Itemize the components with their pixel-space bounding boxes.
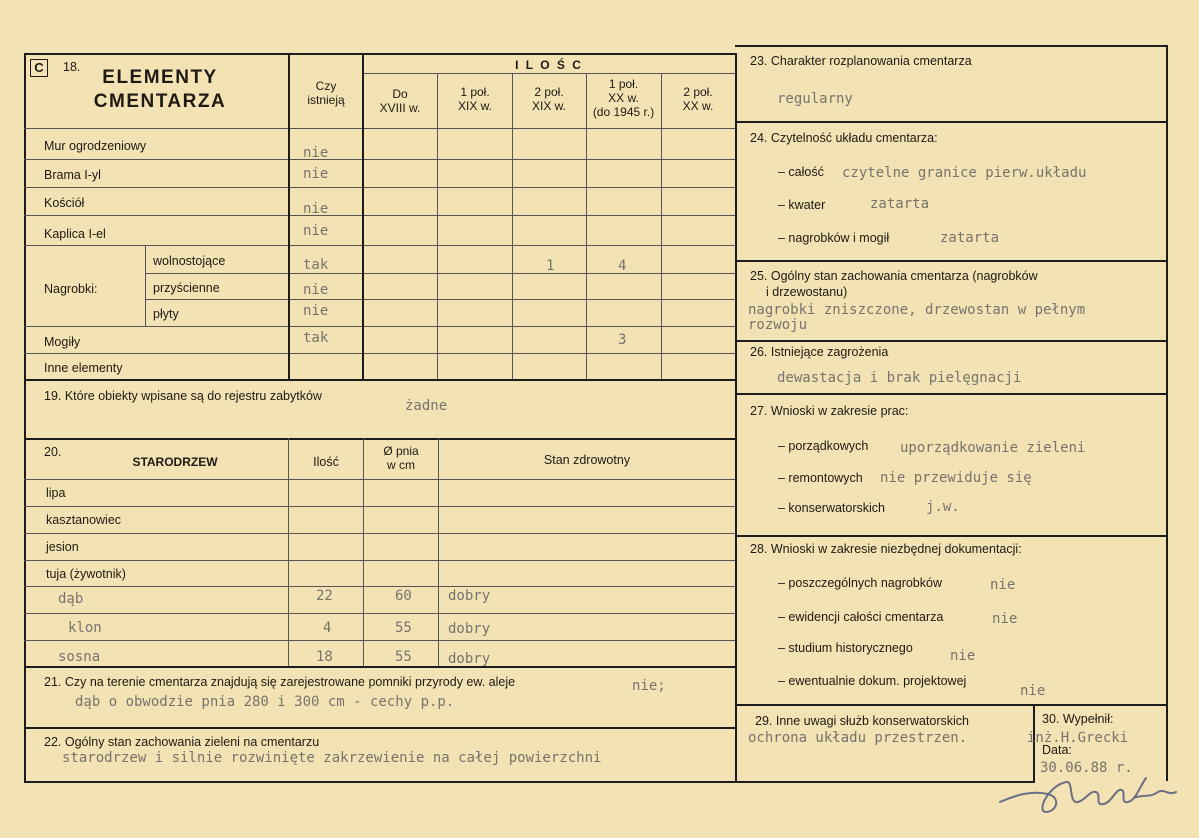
value-chapel-exists: nie bbox=[303, 223, 329, 239]
row-label-slabs: płyty bbox=[153, 307, 179, 321]
q21-label: 21. Czy na terenie cmentarza znajdują się zarejestrowane pomniki przyrody ew. aleje bbox=[44, 675, 516, 689]
value-freestanding-1half-20c: 4 bbox=[618, 258, 627, 274]
value-freestanding-2half-19c: 1 bbox=[546, 258, 555, 274]
tree-name-oak: dąb bbox=[58, 591, 84, 607]
col-header-period-5: 2 poł. XX w. bbox=[682, 85, 714, 113]
value-wall-exists: nie bbox=[303, 145, 329, 161]
q22-value: starodrzew i silnie rozwinięte zakrzewienie na całej powierzchni bbox=[62, 750, 602, 766]
divider-23-24 bbox=[735, 121, 1166, 123]
value-freestanding-exists: tak bbox=[303, 257, 329, 273]
left-frame-top bbox=[24, 53, 735, 55]
q28-tombstones-value: nie bbox=[990, 577, 1016, 593]
q28-design-label: – ewentualnie dokum. projektowej bbox=[778, 674, 967, 688]
col-header-period-3: 2 poł. XIX w. bbox=[531, 85, 566, 113]
right-frame-top bbox=[735, 45, 1168, 47]
grid-line bbox=[145, 299, 735, 300]
q25-value-line-1: nagrobki zniszczone, drzewostan w pełnym bbox=[748, 302, 1086, 318]
col-header-period-2: 1 poł. XIX w. bbox=[457, 85, 492, 113]
q21-note: dąb o obwodzie pnia 280 i 300 cm - cechy p.p. bbox=[75, 694, 455, 710]
row-label-wall: Mur ogrodzeniowy bbox=[44, 139, 147, 153]
trees-col-health: Stan zdrowotny bbox=[543, 453, 631, 467]
tree-health-oak: dobry bbox=[448, 588, 491, 604]
q24-whole-value: czytelne granice pierw.układu bbox=[842, 165, 1087, 181]
divider-28-29 bbox=[735, 704, 1166, 706]
row-label-other: Inne elementy bbox=[44, 361, 123, 375]
value-graves-exists: tak bbox=[303, 330, 329, 346]
grid-line bbox=[24, 586, 735, 587]
q28-tombstones-label: – poszczególnych nagrobków bbox=[778, 576, 942, 590]
col-header-exists: Czy istnieją bbox=[307, 79, 345, 108]
divider-26-27 bbox=[735, 393, 1166, 395]
q24-graves-value: zatarta bbox=[940, 230, 1000, 246]
row-label-freestanding: wolnostojące bbox=[153, 254, 226, 268]
left-frame-left bbox=[24, 53, 26, 781]
tree-label-ash: jesion bbox=[46, 540, 79, 554]
q28-history-label: – studium historycznego bbox=[778, 641, 913, 655]
grid-line bbox=[437, 73, 438, 379]
q23-label: 23. Charakter rozplanowania cmentarza bbox=[750, 54, 972, 68]
q19-label: 19. Które obiekty wpisane są do rejestru zabytków bbox=[44, 389, 322, 403]
grid-line bbox=[661, 73, 662, 379]
q29-label: 29. Inne uwagi służb konserwatorskich bbox=[755, 714, 970, 728]
q30-date-label: Data: bbox=[1042, 743, 1072, 757]
q25-label-line-2: i drzewostanu) bbox=[766, 285, 848, 299]
grid-line bbox=[438, 438, 439, 666]
row-label-chapel: Kaplica I-el bbox=[44, 227, 106, 241]
q29-value: ochrona układu przestrzen. bbox=[748, 730, 968, 746]
q27-repair-label: – remontowych bbox=[778, 471, 863, 485]
q23-value: regularny bbox=[777, 91, 853, 107]
divider-25-26 bbox=[735, 340, 1166, 342]
q28-design-value: nie bbox=[1020, 683, 1046, 699]
grid-line bbox=[24, 533, 735, 534]
left-frame-bottom bbox=[24, 781, 735, 783]
tree-diameter-oak: 60 bbox=[395, 588, 412, 604]
value-slabs-exists: nie bbox=[303, 303, 329, 319]
title-line-1: ELEMENTY bbox=[102, 67, 218, 88]
value-gate-exists: nie bbox=[303, 166, 329, 182]
grid-line bbox=[145, 245, 146, 326]
section-letter-box: C bbox=[30, 59, 48, 77]
tree-diameter-maple: 55 bbox=[395, 620, 412, 636]
q21-answer: nie; bbox=[632, 678, 666, 694]
q28-records-label: – ewidencji całości cmentarza bbox=[778, 610, 944, 624]
tree-name-maple: klon bbox=[68, 620, 102, 636]
value-wall-mounted-exists: nie bbox=[303, 282, 329, 298]
q24-whole-label: – całość bbox=[778, 165, 824, 179]
q27-conservation-value: j.w. bbox=[926, 499, 960, 515]
q27-cleanup-label: – porządkowych bbox=[778, 439, 869, 453]
q30-label: 30. Wypełnił: bbox=[1042, 712, 1114, 726]
row-label-gate: Brama I-yl bbox=[44, 168, 101, 182]
row-label-wall-mounted: przyścienne bbox=[153, 281, 220, 295]
q28-label: 28. Wnioski w zakresie niezbędnej dokumentacji: bbox=[750, 542, 1022, 556]
section-18-title bbox=[70, 66, 250, 114]
quantity-header: I L O Ś C bbox=[515, 58, 583, 72]
tree-diameter-pine: 55 bbox=[395, 649, 412, 665]
q27-conservation-label: – konserwatorskich bbox=[778, 501, 885, 515]
q19-value: żadne bbox=[405, 398, 448, 414]
divider-24-25 bbox=[735, 260, 1166, 262]
grid-line bbox=[24, 326, 735, 327]
tree-label-thuja: tuja (żywotnik) bbox=[46, 567, 126, 581]
title-line-2: CMENTARZA bbox=[93, 90, 227, 112]
value-graves-1half-20c: 3 bbox=[618, 332, 627, 348]
trees-col-count: Ilość bbox=[313, 455, 339, 469]
q30-date: 30.06.88 r. bbox=[1040, 760, 1133, 776]
grid-line bbox=[24, 613, 735, 614]
grid-line bbox=[24, 479, 735, 480]
q22-label: 22. Ogólny stan zachowania zieleni na cmentarzu bbox=[44, 735, 320, 749]
grid-line bbox=[24, 640, 735, 641]
section-18-number: 18. bbox=[63, 60, 81, 74]
section-20-title: STARODRZEW bbox=[132, 455, 218, 469]
grid-line bbox=[24, 215, 735, 216]
grid-line bbox=[24, 245, 735, 246]
col-header-period-4: 1 poł. XX w. (do 1945 r.) bbox=[592, 77, 655, 119]
tree-count-pine: 18 bbox=[316, 649, 333, 665]
tree-label-chestnut: kasztanowiec bbox=[46, 513, 122, 527]
q27-cleanup-value: uporządkowanie zieleni bbox=[900, 440, 1086, 456]
grid-line bbox=[145, 273, 735, 274]
tree-name-pine: sosna bbox=[58, 649, 101, 665]
grid-line bbox=[24, 560, 735, 561]
q26-value: dewastacja i brak pielęgnacji bbox=[777, 370, 1022, 386]
row-label-church: Kościół bbox=[44, 196, 85, 210]
grid-line bbox=[512, 73, 513, 379]
q24-quarters-label: – kwater bbox=[778, 198, 826, 212]
section-21-bottom bbox=[24, 727, 735, 729]
tree-label-linden: lipa bbox=[46, 486, 66, 500]
grid-line bbox=[24, 506, 735, 507]
section-20-bottom bbox=[24, 666, 735, 668]
section-18-bottom bbox=[24, 379, 735, 381]
trees-col-diameter: Ø pnia w cm bbox=[383, 444, 419, 472]
tree-count-maple: 4 bbox=[323, 620, 332, 636]
signature bbox=[990, 768, 1190, 828]
row-label-tombstones: Nagrobki: bbox=[44, 282, 98, 296]
q27-label: 27. Wnioski w zakresie prac: bbox=[750, 404, 909, 418]
divider-27-28 bbox=[735, 535, 1166, 537]
row-label-graves: Mogiły bbox=[44, 335, 81, 349]
grid-line bbox=[24, 128, 735, 129]
right-frame-right bbox=[1166, 45, 1168, 781]
q28-records-value: nie bbox=[992, 611, 1018, 627]
col-header-period-1: Do XVIII w. bbox=[379, 87, 421, 115]
tree-count-oak: 22 bbox=[316, 588, 333, 604]
q24-graves-label: – nagrobków i mogił bbox=[778, 231, 890, 245]
q24-quarters-value: zatarta bbox=[870, 196, 930, 212]
q25-value-line-2: rozwoju bbox=[748, 317, 808, 333]
section-20-number: 20. bbox=[44, 445, 62, 459]
grid-line bbox=[288, 438, 289, 666]
grid-line bbox=[24, 187, 735, 188]
quantity-header-line bbox=[363, 73, 735, 74]
q28-history-value: nie bbox=[950, 648, 976, 664]
q25-label-line-1: 25. Ogólny stan zachowania cmentarza (nagrobków bbox=[750, 269, 1038, 283]
q24-label: 24. Czytelność układu cmentarza: bbox=[750, 131, 938, 145]
tree-health-pine: dobry bbox=[448, 651, 491, 667]
grid-line bbox=[24, 353, 735, 354]
q27-repair-value: nie przewiduje się bbox=[880, 470, 1032, 486]
section-20-top bbox=[24, 438, 735, 440]
center-divider bbox=[735, 53, 737, 781]
grid-line bbox=[24, 159, 735, 160]
q26-label: 26. Istniejące zagrożenia bbox=[750, 345, 889, 359]
tree-health-maple: dobry bbox=[448, 621, 491, 637]
value-church-exists: nie bbox=[303, 201, 329, 217]
q30-name: inż.H.Grecki bbox=[1027, 730, 1129, 746]
